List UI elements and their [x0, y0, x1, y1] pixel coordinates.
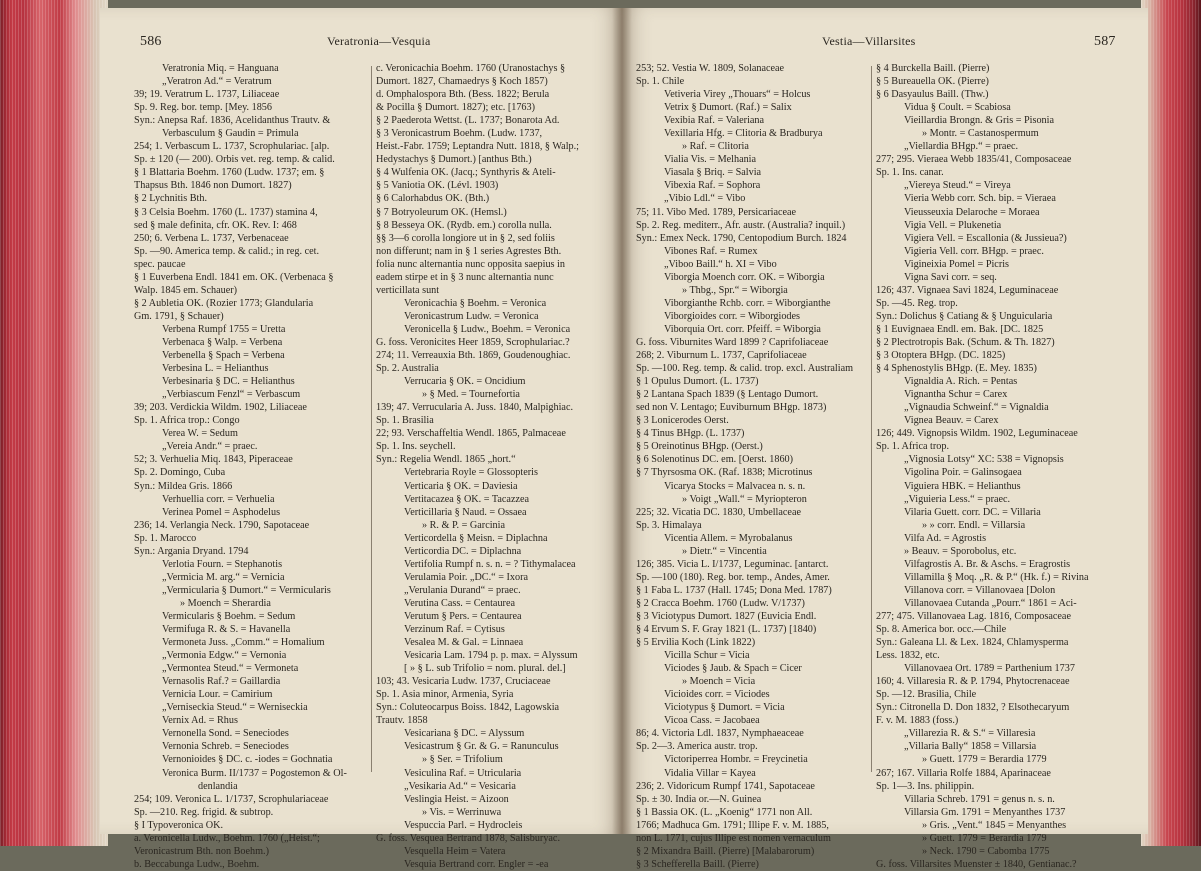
entry-line: Victoriperrea Hombr. = Freycinetia: [664, 754, 808, 766]
entry-line: Vermicularis § Boehm. = Sedum: [162, 610, 296, 622]
entry-line: 250; 6. Verbena L. 1737, Verbenaceae: [134, 232, 289, 244]
entry-line: Viborgioides corr. = Wiborgiodes: [664, 310, 801, 322]
entry-line: Sp. 1. Chile: [636, 76, 685, 88]
entry-line: § 1 Euvignaea Endl. em. Bak. [DC. 1825: [876, 323, 1044, 335]
entry-line: » Vis. = Werrinuwa: [422, 806, 502, 818]
entry-line: Vignaldia A. Rich. = Pentas: [904, 376, 1018, 388]
entry-line: § 3 Celsia Boehm. 1760 (L. 1737) stamina 4,: [134, 206, 318, 218]
entry-line: G. foss. Vesquea Bertrand 1878, Salisburyac.: [376, 832, 561, 844]
entry-line: „Vermonia Edgw.“ = Vernonia: [162, 650, 287, 662]
entry-line: sed non V. Lentago; Euviburnum BHgp. 1873): [636, 402, 827, 414]
entry-line: „Vermicia M. arg.“ = Vernicia: [162, 571, 285, 583]
entry-line: 267; 167. Villaria Rolfe 1884, Aparinaceae: [876, 767, 1051, 779]
entry-line: Verbenaca § Walp. = Verbena: [162, 336, 283, 348]
entry-line: „Villarezia R. & S.“ = Villaresia: [904, 728, 1036, 740]
page-number-right: 587: [1094, 34, 1116, 49]
entry-line: Villanova corr. = Villanovaea [Dolon: [904, 584, 1056, 596]
entry-line: Verbesina L. = Helianthus: [162, 363, 269, 375]
entry-line: Sp. 1. Ins. seychell.: [376, 441, 456, 453]
entry-line: § 5 Oreinotinus BHgp. (Oerst.): [636, 441, 763, 453]
entry-line: Vertitacazea § OK. = Tacazzea: [404, 493, 530, 505]
entry-line: Vesiculina Raf. = Utricularia: [404, 767, 522, 779]
column-divider: [871, 66, 872, 772]
entry-line: § 3 Veronicastrum Boehm. (Ludw. 1737,: [376, 128, 543, 140]
entry-line: Villamilla § Moq. „R. & P.“ (Hk. f.) = Rivina: [904, 571, 1089, 583]
entry-line: Vertebraria Royle = Glossopteris: [404, 467, 538, 479]
entry-line: 277; 475. Villanovaea Lag. 1816, Composaceae: [876, 610, 1071, 622]
entry-line: § 4 Ervum S. F. Gray 1821 (L. 1737) [1840): [636, 624, 817, 636]
entry-line: Vignea Beauv. = Carex: [904, 415, 999, 427]
entry-line: „Vermontea Steud.“ = Vermoneta: [162, 663, 299, 675]
entry-line: » § Med. = Tournefortia: [422, 389, 520, 401]
entry-line: § 2 Mixandra Baill. (Pierre) [Malabarorum): [636, 845, 815, 857]
entry-line: § 2 Lychnitis Bth.: [134, 193, 208, 205]
right-column-2: [876, 62, 1134, 871]
entry-line: » Moench = Vicia: [682, 676, 756, 688]
entry-line: Verutina Cass. = Centaurea: [404, 597, 515, 609]
entry-line: Sp. —100 (180). Reg. bor. temp., Andes, Amer.: [636, 571, 830, 583]
entry-line: § 2 Lantana Spach 1839 (§ Lentago Dumort.: [636, 389, 819, 401]
entry-line: Verulamia Poir. „DC.“ = Ixora: [404, 571, 528, 583]
entry-line: Viasala § Briq. = Salvia: [664, 167, 762, 179]
entry-line: Syn.: Argania Dryand. 1794: [134, 545, 249, 557]
entry-line: » Dietr.“ = Vincentia: [682, 545, 767, 557]
entry-line: „Vibio Ldl.“ = Vibo: [664, 193, 746, 205]
entry-line: Viborquia Ort. corr. Pfeiff. = Wiborgia: [664, 323, 821, 335]
entry-line: „Verniseckia Steud.“ = Werniseckia: [162, 702, 308, 714]
entry-line: § 6 Calorhabdus OK. (Bth.): [376, 193, 490, 205]
entry-line: Veronicachia § Boehm. = Veronica: [404, 297, 547, 309]
entry-line: 274; 11. Verreauxia Bth. 1869, Goudenoughiac.: [376, 350, 571, 362]
entry-line: Sp. 1. Africa trop.: Congo: [134, 415, 240, 427]
entry-line: Viciodes § Jaub. & Spach = Cicer: [664, 663, 802, 675]
entry-line: folia nunc alternantia nunc opposita saepius in: [376, 258, 565, 270]
entry-line: » Moench = Sherardia: [180, 597, 271, 609]
entry-line: non differunt; nam in § 1 series Agrestes Bth.: [376, 245, 562, 257]
entry-line: Verlotia Fourn. = Stephanotis: [162, 558, 283, 570]
entry-line: Vernix Ad. = Rhus: [162, 715, 238, 727]
entry-line: sed § male definita, cfr. OK. Rev. I: 468: [134, 219, 297, 231]
entry-line: § 6 Dasyaulus Baill. (Thw.): [876, 89, 989, 101]
entry-line: Vertifolia Rumpf n. s. n. = ? Tithymalacea: [404, 558, 576, 570]
entry-line: „Viereya Steud.“ = Vireya: [904, 180, 1011, 192]
entry-line: Sp. 1. Asia minor, Armenia, Syria: [376, 689, 514, 701]
entry-line: Sp. 1—3. Ins. philippin.: [876, 780, 975, 792]
entry-line: » Thbg., Spr.“ = Wiborgia: [682, 284, 788, 296]
entry-line: § 3 Otoptera BHgp. (DC. 1825): [876, 350, 1006, 362]
entry-line: „Vignosia Lotsy“ XC: 538 = Vignopsis: [904, 454, 1064, 466]
entry-line: denlandia: [198, 780, 238, 792]
entry-line: § 4 Wulfenia OK. (Jacq.; Synthyris & Ateli-: [376, 167, 556, 179]
entry-line: Vesquella Heim = Vatera: [404, 845, 506, 857]
entry-line: „Villaria Bally“ 1858 = Villarsia: [904, 741, 1037, 753]
entry-line: Syn.: Mildea Gris. 1866: [134, 480, 233, 492]
entry-line: Vesicastrum § Gr. & G. = Ranunculus: [404, 741, 559, 753]
entry-line: Verhuellia corr. = Verhuelia: [162, 493, 275, 505]
entry-line: Syn.: Dolichus § Catiang & § Unguicularia: [876, 310, 1053, 322]
page-number-left: 586: [140, 34, 162, 49]
entry-line: Vigieria Vell. corr. BHgp. = praec.: [904, 245, 1044, 257]
entry-line: § 6 Solenotinus DC. em. [Oerst. 1860): [636, 454, 794, 466]
entry-line: „Viboo Baill.“ h. XI = Vibo: [664, 258, 777, 270]
entry-line: » Guett. 1779 = Berardia 1779: [922, 832, 1047, 844]
entry-line: „Viellardia BHgp.“ = praec.: [904, 141, 1019, 153]
entry-line: 86; 4. Victoria Ldl. 1837, Nymphaeaceae: [636, 728, 804, 740]
entry-line: Verbesinaria § DC. = Helianthus: [162, 376, 295, 388]
entry-line: Syn.: Coluteocarpus Boiss. 1842, Lagowskia: [376, 702, 560, 714]
entry-line: Villaria Schreb. 1791 = genus n. s. n.: [904, 793, 1055, 805]
entry-line: Vieillardia Brongn. & Gris = Pisonia: [904, 115, 1055, 127]
entry-line: Veronica Burm. II/1737 = Pogostemon & Ol-: [162, 767, 347, 779]
entry-line: Syn.: Citronella D. Don 1832, ? Elsothecaryum: [876, 702, 1070, 714]
entry-line: § 4 Sphenostylis BHgp. (E. Mey. 1835): [876, 363, 1037, 375]
entry-line: „Verbiascum Fenzl“ = Verbascum: [162, 389, 301, 401]
entry-line: Less. 1832, etc.: [876, 650, 940, 662]
entry-line: Heist.-Fabr. 1759; Leptandra Nutt. 1818, § Walp.;: [376, 141, 579, 153]
entry-line: Vernonia Schreb. = Seneciodes: [162, 741, 289, 753]
entry-line: Syn.: Anepsa Raf. 1836, Acelidanthus Trautv. &: [134, 115, 331, 127]
entry-line: » Raf. = Clitoria: [682, 141, 749, 153]
entry-line: Sp. —210. Reg. frigid. & subtrop.: [134, 806, 274, 818]
entry-line: „Vignaudia Schweinf.“ = Vignaldia: [904, 402, 1049, 414]
entry-line: Sp. 2. Australia: [376, 363, 439, 375]
entry-line: G. foss. Villarsites Muenster ± 1840, Gentianac.?: [876, 858, 1077, 870]
entry-line: Sp. 2. Reg. mediterr., Afr. austr. (Australia? inquil.): [636, 219, 846, 231]
entry-line: 236; 2. Vidoricum Rumpf 1741, Sapotaceae: [636, 780, 815, 792]
entry-line: Vigiera Vell. = Escallonia (& Jussieua?): [904, 232, 1067, 244]
entry-line: b. Beccabunga Ludw., Boehm.: [134, 858, 260, 870]
entry-line: 126; 449. Vignopsis Wildm. 1902, Leguminaceae: [876, 428, 1078, 440]
entry-line: Viguiera HBK. = Helianthus: [904, 480, 1021, 492]
entry-line: Vernonioides § DC. c. -iodes = Gochnatia: [162, 754, 333, 766]
entry-line: Syn.: Emex Neck. 1790, Centopodium Burch. 1824: [636, 232, 847, 244]
entry-line: Vicoa Cass. = Jacobaea: [664, 715, 760, 727]
entry-line: Sp. 9. Reg. bor. temp. [Mey. 1856: [134, 102, 272, 114]
entry-line: § 1 Blattaria Boehm. 1760 (Ludw. 1737; em. §: [134, 167, 325, 179]
entry-line: § I Typoveronica OK.: [134, 819, 224, 831]
entry-line: Syn.: Regelia Wendl. 1865 „hort.“: [376, 454, 516, 466]
entry-line: Sp. —100. Reg. temp. & calid. trop. excl. Australiam: [636, 363, 854, 375]
entry-line: Sp. 1. Marocco: [134, 532, 197, 544]
entry-line: Vetiveria Virey „Thouars“ = Holcus: [664, 89, 811, 101]
entry-line: Verbenella § Spach = Verbena: [162, 350, 285, 362]
entry-line: 1766; Madhuca Gm. 1791; Illipe F. v. M. 1885,: [636, 819, 829, 831]
entry-line: Vigia Vell. = Plukenetia: [904, 219, 1002, 231]
entry-line: Sp. —12. Brasilia, Chile: [876, 689, 977, 701]
entry-line: § 3 Viciotypus Dumort. 1827 (Euvicia Endl.: [636, 610, 817, 622]
left-column-2: [376, 62, 614, 871]
entry-line: 254; 1. Verbascum L. 1737, Scrophulariac. [alp.: [134, 141, 330, 153]
entry-line: Vidalia Villar = Kayea: [664, 767, 756, 779]
entry-line: Sp. —45. Reg. trop.: [876, 297, 958, 309]
entry-line: 39; 203. Verdickia Wildm. 1902, Liliaceae: [134, 402, 307, 414]
entry-line: Trautv. 1858: [376, 715, 428, 727]
entry-line: F. v. M. 1883 (foss.): [876, 715, 959, 727]
entry-line: Vibones Raf. = Rumex: [664, 245, 758, 257]
entry-line: Viborgianthe Rchb. corr. = Wiborgianthe: [664, 297, 831, 309]
entry-line: » R. & P. = Garcinia: [422, 519, 505, 531]
entry-line: „Viguieria Less.“ = praec.: [904, 493, 1011, 505]
entry-line: » Guett. 1779 = Berardia 1779: [922, 754, 1047, 766]
entry-line: § 1 Faba L. 1737 (Hall. 1745; Dona Med. 1787): [636, 584, 832, 596]
entry-line: spec. paucae: [134, 258, 186, 270]
entry-line: Vialia Vis. = Melhania: [664, 154, 757, 166]
entry-line: § 3 Schefferella Baill. (Pierre): [636, 858, 759, 870]
entry-line: » Neck. 1790 = Cabomba 1775: [922, 845, 1050, 857]
entry-line: Vicioides corr. = Viciodes: [664, 689, 770, 701]
entry-line: Vicarya Stocks = Malvacea n. s. n.: [664, 480, 806, 492]
entry-line: Veronicella § Ludw., Boehm. = Veronica: [404, 323, 571, 335]
entry-line: § 7 Thyrsosma OK. (Raf. 1838; Microtinus: [636, 467, 813, 479]
entry-line: Verrucaria § OK. = Oncidium: [404, 376, 526, 388]
entry-line: 277; 295. Vieraea Webb 1835/41, Composaceae: [876, 154, 1072, 166]
entry-line: Sp. 1. Ins. canar.: [876, 167, 944, 179]
entry-line: Vernasolis Raf.? = Gaillardia: [162, 676, 281, 688]
entry-line: 225; 32. Vicatia DC. 1830, Umbellaceae: [636, 506, 801, 518]
entry-line: Sp. ± 120 (— 200). Orbis vet. reg. temp. & calid.: [134, 154, 335, 166]
entry-line: Vermifuga R. & S. = Havanella: [162, 624, 291, 636]
entry-line: & Pocilla § Dumort. 1827); etc. [1763): [376, 102, 536, 114]
entry-line: § 5 Vaniotia OK. (Lévl. 1903): [376, 180, 499, 192]
column-divider: [371, 66, 372, 772]
entry-line: Thapsus Bth. 1846 non Dumort. 1827): [134, 180, 292, 192]
entry-line: Verbasculum § Gaudin = Primula: [162, 128, 299, 140]
entry-line: Verticaria § OK. = Daviesia: [404, 480, 518, 492]
entry-line: Verticordia DC. = Diplachna: [404, 545, 522, 557]
entry-line: Vesicariana § DC. = Alyssum: [404, 728, 525, 740]
entry-line: Viciotypus § Dumort. = Vicia: [664, 702, 785, 714]
entry-line: Villanovaea Cutanda „Pourr.“ 1861 = Aci-: [904, 597, 1077, 609]
entry-line: § 2 Paederota Wettst. (L. 1737; Bonarota Ad.: [376, 115, 560, 127]
entry-line: Sp. ± 30. India or.—N. Guinea: [636, 793, 762, 805]
entry-line: § 5 Ervilia Koch (Link 1822): [636, 637, 756, 649]
entry-line: „Verulania Durand“ = praec.: [404, 584, 521, 596]
entry-line: § 4 Tinus BHgp. (L. 1737): [636, 428, 745, 440]
left-column-1: [134, 62, 372, 871]
entry-line: § 1 Euverbena Endl. 1841 em. OK. (Verbenaca §: [134, 271, 334, 283]
entry-line: Sp. 2—3. America austr. trop.: [636, 741, 758, 753]
entry-line: non L. 1771, cujus Illipe est nomen vernaculum: [636, 832, 831, 844]
entry-line: Verticillaria § Naud. = Ossaea: [404, 506, 527, 518]
entry-line: 39; 19. Veratrum L. 1737, Liliaceae: [134, 89, 280, 101]
entry-line: Verzinum Raf. = Cytisus: [404, 624, 505, 636]
entry-line: Hedystachys § Dumort.) [anthus Bth.): [376, 154, 532, 166]
entry-line: Vieusseuxia Delaroche = Moraea: [904, 206, 1040, 218]
book-gutter: [612, 8, 632, 834]
entry-line: § 2 Plectrotropis Bak. (Schum. & Th. 1827): [876, 336, 1055, 348]
right-column-1: [636, 62, 874, 871]
entry-line: Vermoneta Juss. „Comm.“ = Homalium: [162, 637, 325, 649]
entry-line: Syn.: Galeana Ll. & Lex. 1824, Chlamysperma: [876, 637, 1069, 649]
entry-line: 126; 385. Vicia L. I/1737, Leguminac. [antarct.: [636, 558, 829, 570]
entry-line: Sp. 2. Domingo, Cuba: [134, 467, 226, 479]
entry-line: Vilaria Guett. corr. DC. = Villaria: [904, 506, 1041, 518]
entry-line: Vesalea M. & Gal. = Linnaea: [404, 637, 524, 649]
entry-line: § 3 Lonicerodes Oerst.: [636, 415, 729, 427]
entry-line: G. foss. Veronicites Heer 1859, Scrophulariac.?: [376, 336, 570, 348]
entry-line: Sp. —90. America temp. & calid.; in reg. cet.: [134, 245, 320, 257]
entry-line: § 5 Bureauella OK. (Pierre): [876, 76, 989, 88]
entry-line: eadem stirpe et in § 3 nunc alternantia nunc: [376, 271, 554, 283]
entry-line: 139; 47. Verrucularia A. Juss. 1840, Malpighiac.: [376, 402, 574, 414]
entry-line: Verinea Pomel = Asphodelus: [162, 506, 281, 518]
entry-line: Vernicia Lour. = Camirium: [162, 689, 273, 701]
entry-line: 268; 2. Viburnum L. 1737, Caprifoliaceae: [636, 350, 807, 362]
entry-line: § 1 Bassia OK. (L. „Koenig“ 1771 non All.: [636, 806, 813, 818]
entry-line: Vigineixia Pomel = Picris: [904, 258, 1010, 270]
entry-line: Dumort. 1827, Chamaedrys § Koch 1857): [376, 76, 548, 88]
entry-line: Vilfagrostis A. Br. & Aschs. = Eragrostis: [904, 558, 1071, 570]
entry-line: Gm. 1791, § Schauer): [134, 310, 224, 322]
entry-line: Villanovaea Ort. 1789 = Parthenium 1737: [904, 663, 1075, 675]
left-page: [100, 8, 622, 870]
entry-line: » Beauv. = Sporobolus, etc.: [904, 545, 1017, 557]
entry-line: Vibexia Raf. = Sophora: [664, 180, 761, 192]
entry-line: Vetrix § Dumort. (Raf.) = Salix: [664, 102, 792, 114]
entry-line: Veronicastrum Bth. non Boehm.): [134, 845, 269, 857]
entry-line: Verutum § Pers. = Centaurea: [404, 610, 522, 622]
entry-line: » § Ser. = Trifolium: [422, 754, 503, 766]
entry-line: a. Veronicella Ludw., Boehm. 1760 („Heist.“;: [134, 832, 320, 844]
running-head-right: Vestia—Villarsites: [822, 34, 916, 48]
entry-line: 126; 437. Vignaea Savi 1824, Leguminaceae: [876, 284, 1059, 296]
entry-line: Sp. 1. Brasilia: [376, 415, 434, 427]
right-page: [622, 8, 1148, 870]
entry-line: Verea W. = Sedum: [162, 428, 238, 440]
entry-line: 253; 52. Vestia W. 1809, Solanaceae: [636, 63, 785, 74]
entry-line: verticillata sunt: [376, 284, 440, 296]
entry-line: § 4 Burckella Baill. (Pierre): [876, 63, 990, 74]
entry-line: „Vermicularia § Dumort.“ = Vermicularis: [162, 584, 331, 596]
entry-line: Vesquia Bertrand corr. Engler = -ea: [404, 858, 549, 870]
entry-line: § 1 Opulus Dumort. (L. 1737): [636, 376, 759, 388]
entry-line: „Vereia Andr.“ = praec.: [162, 441, 258, 453]
book-edge-right: [1141, 0, 1201, 846]
entry-line: [ » § L. sub Trifolio = nom. plural. del.]: [404, 663, 566, 675]
entry-line: Verticordella § Meisn. = Diplachna: [404, 532, 548, 544]
entry-line: Vexillaria Hfg. = Clitoria & Bradburya: [664, 128, 823, 140]
entry-line: Vexibia Raf. = Valeriana: [664, 115, 765, 127]
entry-line: 103; 43. Vesicaria Ludw. 1737, Cruciaceae: [376, 676, 551, 688]
entry-line: „Vesikaria Ad.“ = Vesicaria: [404, 780, 516, 792]
entry-line: 236; 14. Verlangia Neck. 1790, Sapotaceae: [134, 519, 310, 531]
entry-line: Vicilla Schur = Vicia: [664, 650, 750, 662]
entry-line: „Veratron Ad.“ = Veratrum: [162, 76, 272, 88]
entry-line: Vesicaria Lam. 1794 p. p. max. = Alyssum: [404, 650, 578, 662]
entry-line: Vicentia Allem. = Myrobalanus: [664, 532, 793, 544]
entry-line: § 2 Aubletia OK. (Rozier 1773; Glandularia: [134, 297, 314, 309]
entry-line: § 8 Besseya OK. (Rydb. em.) corolla nulla.: [376, 219, 552, 231]
entry-line: § 2 Cracca Boehm. 1760 (Ludw. V/1737): [636, 597, 805, 609]
entry-line: d. Omphalospora Bth. (Bess. 1822; Berula: [376, 89, 550, 101]
entry-line: Vieria Webb corr. Sch. bip. = Vieraea: [904, 193, 1056, 205]
entry-line: Veronicastrum Ludw. = Veronica: [404, 310, 539, 322]
entry-line: Vigna Savi corr. = seq.: [904, 271, 997, 283]
entry-line: 22; 93. Verschaffeltia Wendl. 1865, Palmaceae: [376, 428, 566, 440]
entry-line: Vidua § Coult. = Scabiosa: [904, 102, 1011, 114]
entry-line: c. Veronicachia Boehm. 1760 (Uranostachys §: [376, 63, 566, 74]
entry-line: G. foss. Viburnites Ward 1899 ? Caprifoliaceae: [636, 336, 829, 348]
entry-line: Villarsia Gm. 1791 = Menyanthes 1737: [904, 806, 1066, 818]
entry-line: 75; 11. Vibo Med. 1789, Persicariaceae: [636, 206, 797, 218]
entry-line: §§ 3—6 corolla longiore ut in § 2, sed foliis: [376, 232, 555, 244]
entry-line: Vernonella Sond. = Seneciodes: [162, 728, 289, 740]
entry-line: Verbena Rumpf 1755 = Uretta: [162, 323, 286, 335]
entry-line: 52; 3. Verhuelia Miq. 1843, Piperaceae: [134, 454, 293, 466]
entry-line: » Gris. „Vent.“ 1845 = Menyanthes: [922, 819, 1067, 831]
entry-line: Sp. 1. Africa trop.: [876, 441, 949, 453]
entry-line: § 7 Botryoleurum OK. (Hemsl.): [376, 206, 507, 218]
entry-line: Veratronia Miq. = Hanguana: [162, 63, 279, 74]
running-head-left: Veratronia—Vesquia: [327, 34, 431, 48]
entry-line: Vespuccia Parl. = Hydrocleis: [404, 819, 523, 831]
entry-line: Vilfa Ad. = Agrostis: [904, 532, 987, 544]
entry-line: 254; 109. Veronica L. 1/1737, Scrophulariaceae: [134, 793, 329, 805]
entry-line: » Voigt „Wall.“ = Myriopteron: [682, 493, 807, 505]
entry-line: Viborgia Moench corr. OK. = Wiborgia: [664, 271, 825, 283]
entry-line: Vigolina Poir. = Galinsogaea: [904, 467, 1022, 479]
entry-line: 160; 4. Villaresia R. & P. 1794, Phytocrenaceae: [876, 676, 1070, 688]
entry-line: » Montr. = Castanospermum: [922, 128, 1039, 140]
entry-line: Vignantha Schur = Carex: [904, 389, 1008, 401]
book-edge-left: [0, 0, 108, 846]
entry-line: » » corr. Endl. = Villarsia: [922, 519, 1026, 531]
entry-line: Veslingia Heist. = Aizoon: [404, 793, 509, 805]
entry-line: Sp. 3. Himalaya: [636, 519, 702, 531]
entry-line: Walp. 1845 em. Schauer): [134, 284, 238, 296]
entry-line: Sp. 8. America bor. occ.—Chile: [876, 624, 1007, 636]
